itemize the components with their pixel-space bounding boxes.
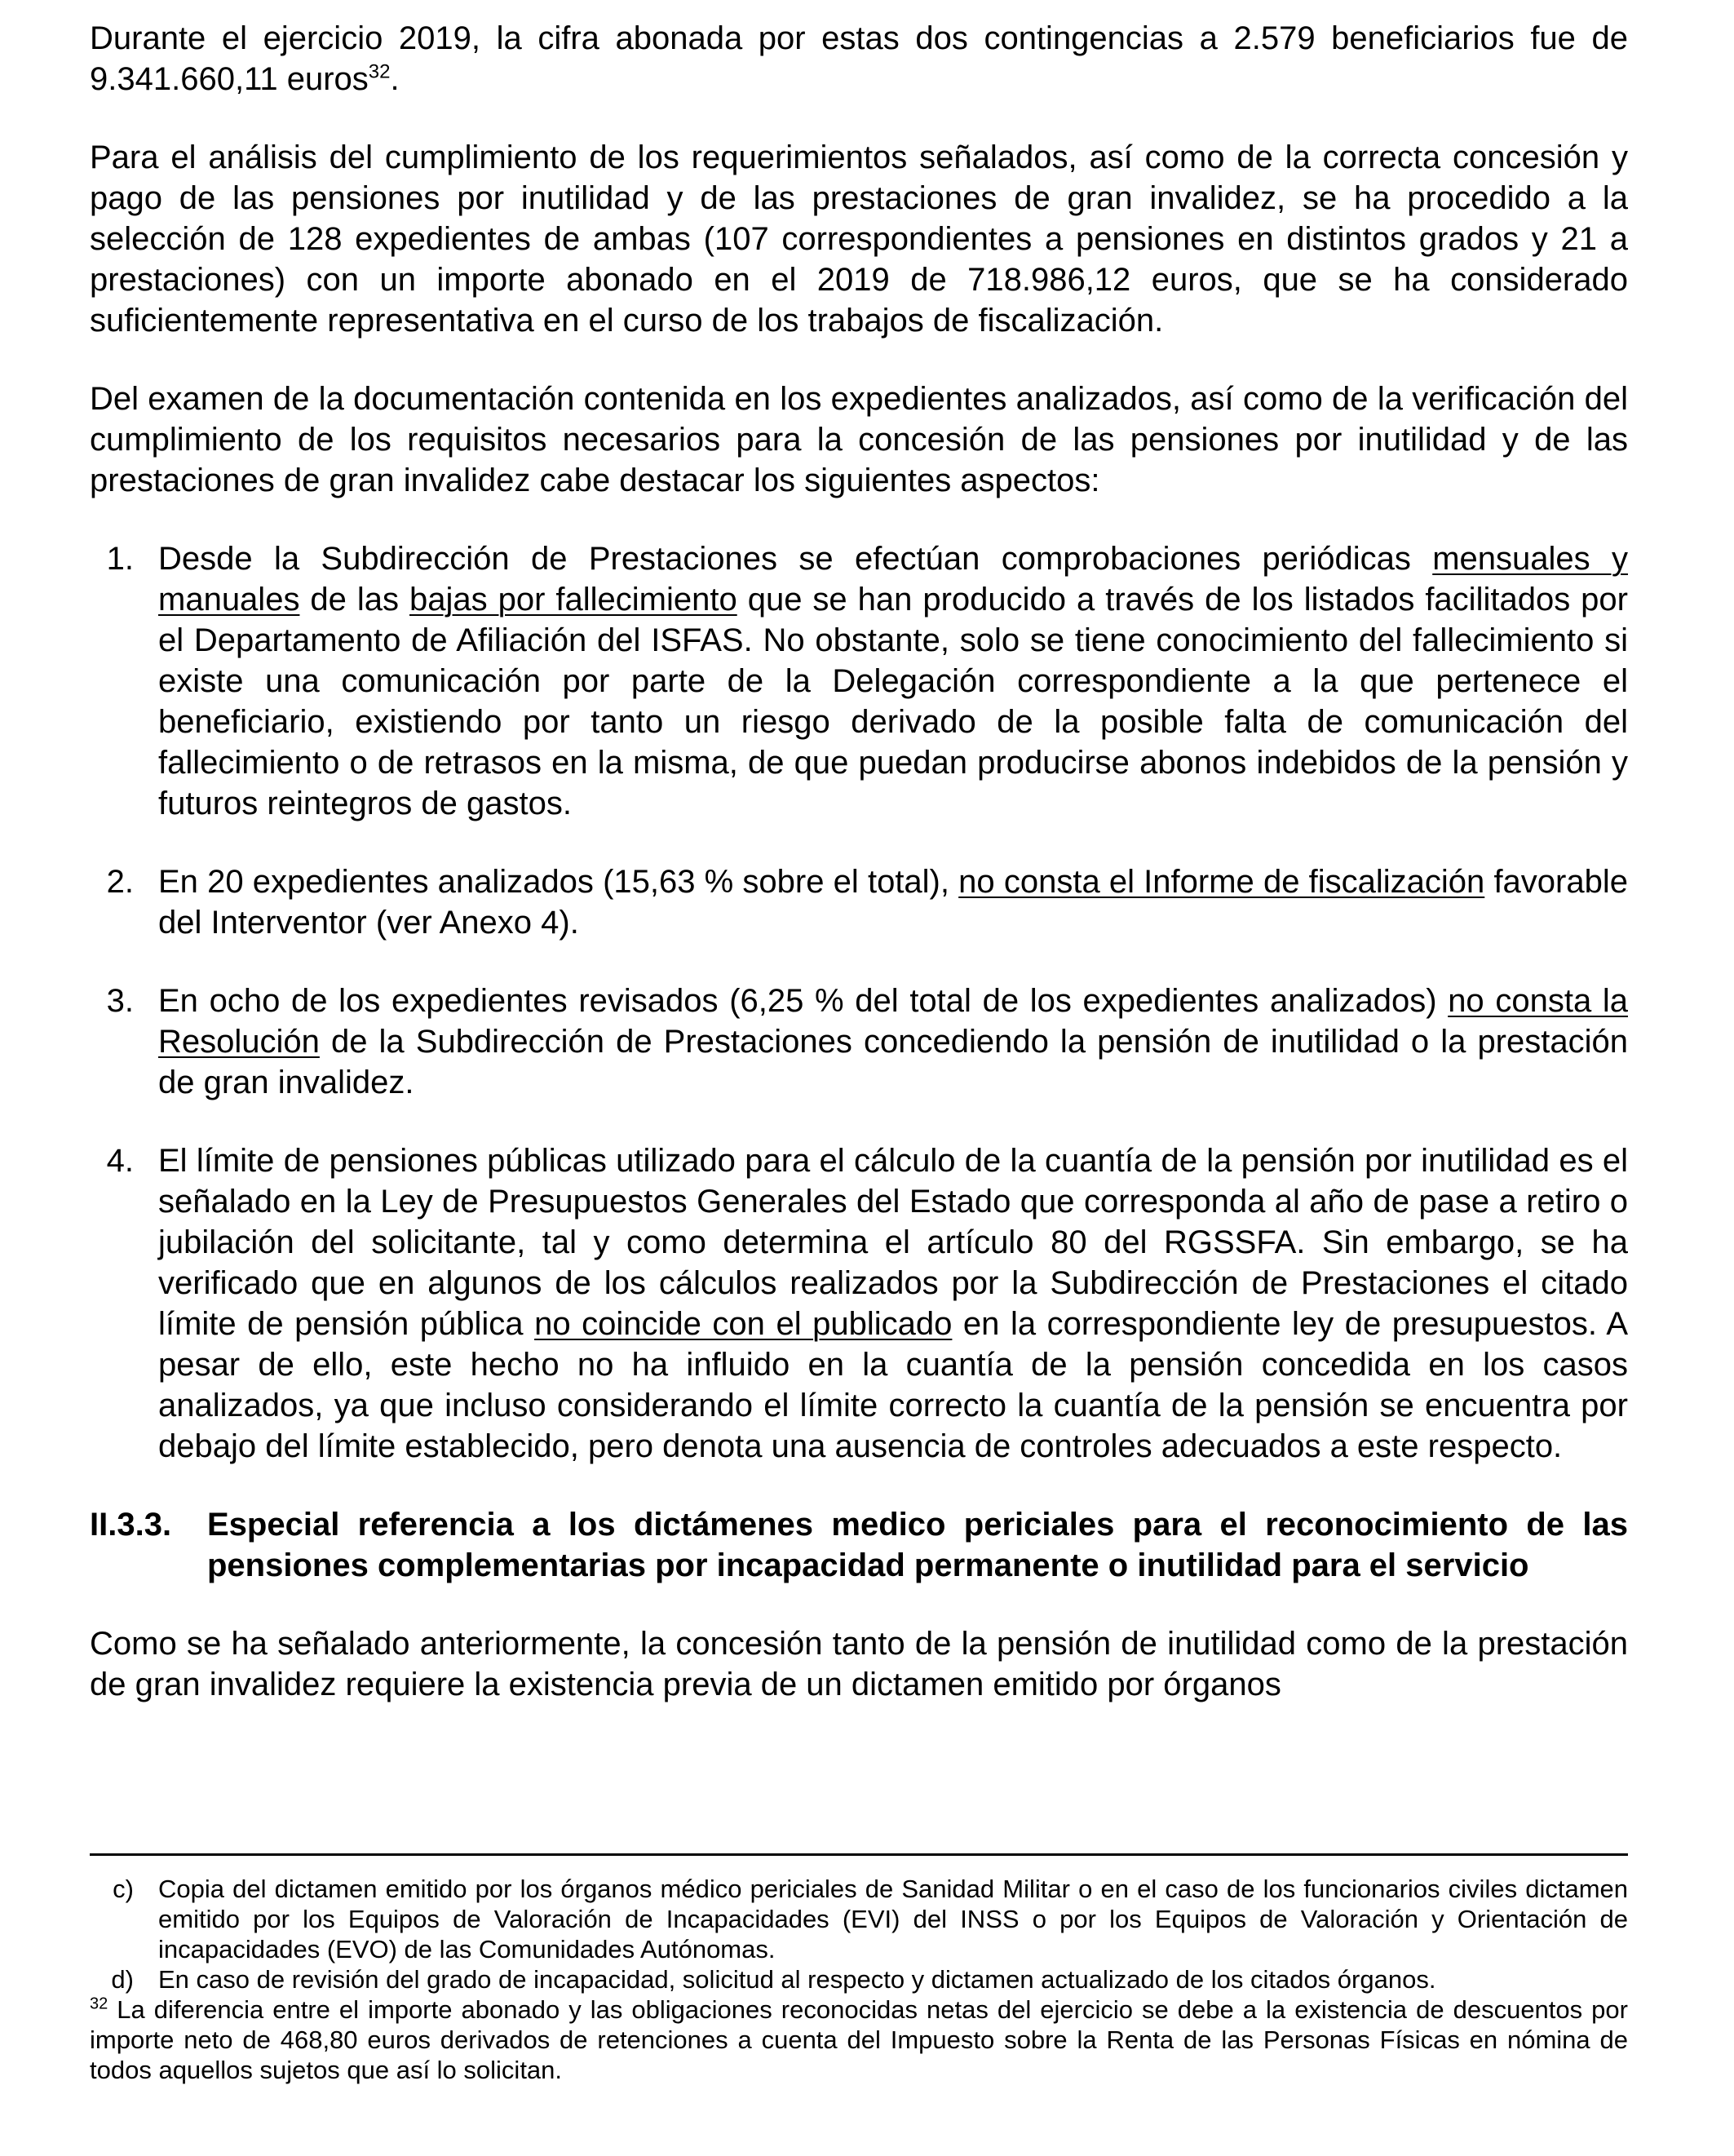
footnote-divider <box>90 1853 1628 1856</box>
list-item-number: 1. <box>106 541 134 577</box>
underlined-text: no consta el Informe de fiscalización <box>958 864 1485 900</box>
footnote-item-d <box>90 1964 1628 1994</box>
list-item <box>90 861 1628 943</box>
footnotes <box>90 1853 1628 2085</box>
list-item <box>90 1140 1628 1467</box>
footnote-32 <box>90 1994 1628 2085</box>
footnote-label: c) <box>113 1875 134 1903</box>
list-item-text: El límite de pensiones públicas utilizado para el cálculo de la cuantía de la pensión por inutilidad es el señalado en la Ley de Presupuestos Generales del Estado que corresponda al año de pase a retiro o jubilación del solicitante, tal y como determina el artículo 80 del RGSSFA. Sin embargo, se ha verificado que en algunos de los cálculos realizados por la Subdirección de Prestaciones el citado límite de pensión pública no coincide con el publicado en la correspondiente ley de presupuestos. A pesar de ello, este hecho no ha influido en la cuantía de la pensión concedida en los casos analizados, ya que incluso considerando el límite correcto la cuantía de la pensión se encuentra por debajo del límite establecido, pero denota una ausencia de controles adecuados a este respecto. <box>158 1143 1629 1464</box>
paragraph-sample-selection: Para el análisis del cumplimiento de los requerimientos señalados, así como de la correcta concesión y pago de las pensiones por inutilidad y de las prestaciones de gran invalidez, se ha procedido a la selección de 128 expedientes de ambas (107 correspondientes a pensiones en distintos grados y 21 a prestaciones) con un importe abonado en el 2019 de 718.986,12 euros, que se ha considerado suficientemente representativa en el curso de los trabajos de fiscalización. <box>90 139 1628 339</box>
section-heading <box>90 1504 1628 1586</box>
findings-list <box>90 538 1628 1467</box>
list-item <box>90 981 1628 1103</box>
paragraph-dictamen: Como se ha señalado anteriormente, la concesión tanto de la pensión de inutilidad como de la prestación de gran invalidez requiere la existencia previa de un dictamen emitido por órganos <box>90 1626 1628 1702</box>
footnote-text: Copia del dictamen emitido por los órganos médico periciales de Sanidad Militar o en el caso de los funcionarios civiles dictamen emitido por los Equipos de Valoración de Incapacidades (EVI) del INSS o por los Equipos de Valoración y Orientación de incapacidades (EVO) de las Comunidades Autónomas. <box>158 1875 1628 1963</box>
footnote-text: En caso de revisión del grado de incapacidad, solicitud al respecto y dictamen actualizado de los citados órganos. <box>158 1965 1436 1994</box>
footnote-number: 32 <box>90 1994 108 2013</box>
paragraph-end: . <box>390 61 400 97</box>
section-number: II.3.3. <box>90 1507 172 1543</box>
page-body <box>90 18 1628 1742</box>
underlined-text: no coincide con el publicado <box>534 1306 953 1342</box>
footnote-item-c <box>90 1874 1628 1964</box>
paragraph-beneficiaries <box>90 18 1628 100</box>
list-item-text: Desde la Subdirección de Prestaciones se efectúan comprobaciones periódicas mensuales y manuales de las bajas por fallecimiento que se han producido a través de los listados facilitados por el Departamento de Afiliación del ISFAS. No obstante, solo se tiene conocimiento del fallecimiento si existe una comunicación por parte de la Delegación correspondiente a la que pertenece el beneficiario, existiendo por tanto un riesgo derivado de la posible falta de comunicación del fallecimiento o de retrasos en la misma, de que puedan producirse abonos indebidos de la pensión y futuros reintegros de gastos. <box>158 541 1628 821</box>
underlined-text: no consta la Resolución <box>158 983 1628 1060</box>
footnote-ref-32[interactable]: 32 <box>368 60 391 83</box>
section-title: Especial referencia a los dictámenes medico periciales para el reconocimiento de las pensiones complementarias por incapacidad permanente o inutilidad para el servicio <box>207 1507 1628 1583</box>
list-item-text: En 20 expedientes analizados (15,63 % sobre el total), no consta el Informe de fiscalización favorable del Interventor (ver Anexo 4). <box>158 864 1628 941</box>
underlined-text: bajas por fallecimiento <box>409 582 737 618</box>
paragraph-text: Durante el ejercicio 2019, la cifra abonada por estas dos contingencias a 2.579 beneficiarios fue de 9.341.660,11 euros <box>90 20 1628 97</box>
underlined-text: mensuales y manuales <box>158 541 1628 618</box>
paragraph-examination: Del examen de la documentación contenida en los expedientes analizados, así como de la verificación del cumplimiento de los requisitos necesarios para la concesión de las pensiones por inutilidad y de las prestaciones de gran invalidez cabe destacar los siguientes aspectos: <box>90 381 1628 498</box>
list-item-number: 4. <box>106 1143 134 1179</box>
footnote-text: La diferencia entre el importe abonado y las obligaciones reconocidas netas del ejercicio se debe a la existencia de descuentos por importe neto de 468,80 euros derivados de retenciones a cuenta del Impuesto sobre la Renta de las Personas Físicas en nómina de todos aquellos sujetos que así lo solicitan. <box>90 1995 1628 2084</box>
list-item-number: 3. <box>106 983 134 1019</box>
list-item-number: 2. <box>106 864 134 900</box>
footnote-label: d) <box>111 1965 134 1994</box>
list-item <box>90 538 1628 824</box>
list-item-text: En ocho de los expedientes revisados (6,25 % del total de los expedientes analizados) no consta la Resolución de la Subdirección de Prestaciones concediendo la pensión de inutilidad o la prestación de gran invalidez. <box>158 983 1628 1100</box>
